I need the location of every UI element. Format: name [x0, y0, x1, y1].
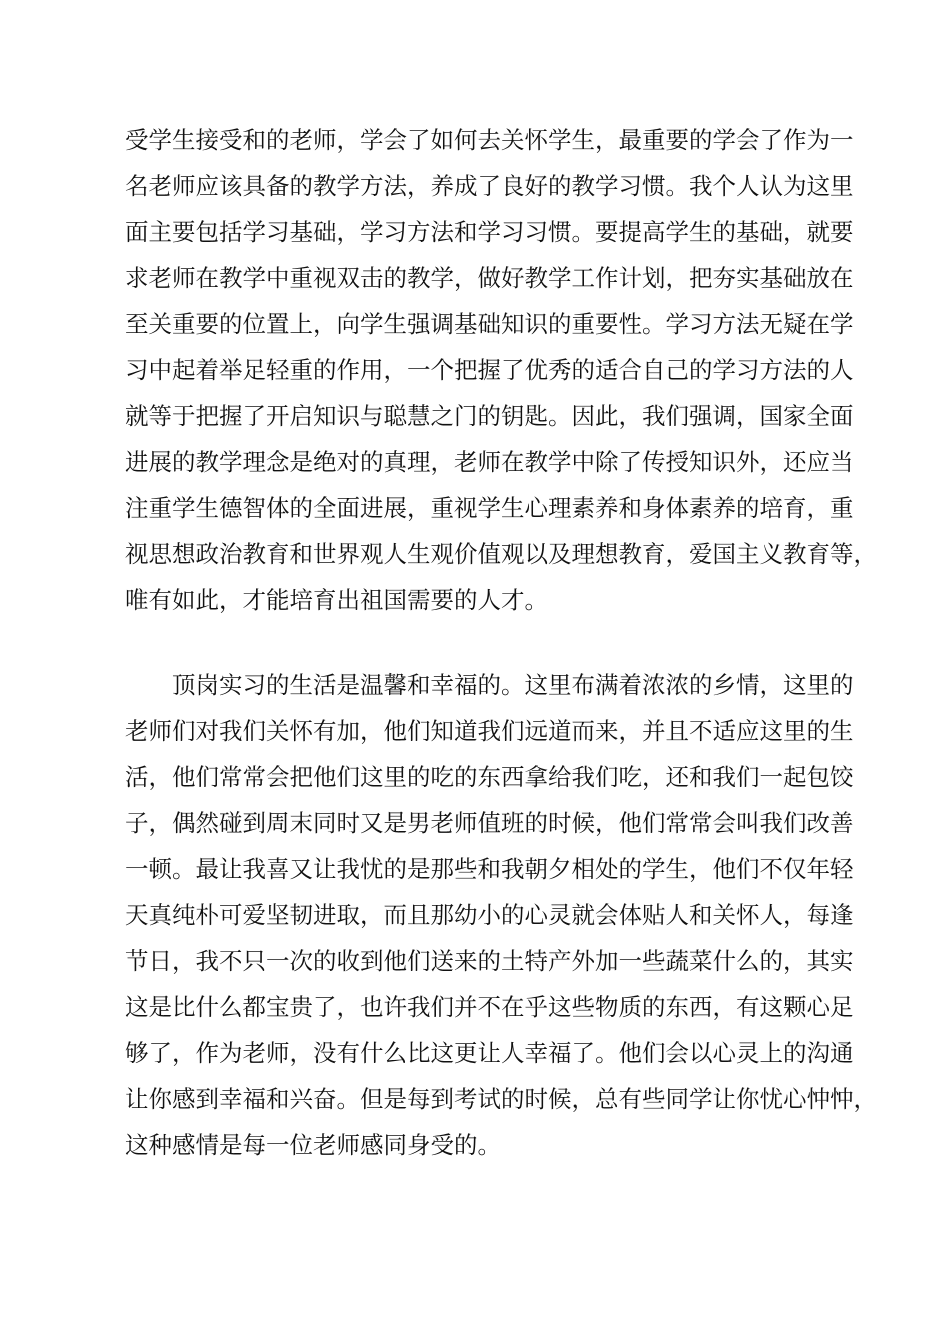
text-line: 进展的教学理念是绝对的真理，老师在教学中除了传授知识外，还应当	[125, 448, 854, 476]
paragraph-teaching-methods	[125, 122, 877, 628]
text-line: 这种感情是每一位老师感同身受的。	[125, 1131, 501, 1159]
paragraph-internship-life	[125, 667, 877, 1173]
text-line: 唯有如此，才能培育出祖国需要的人才。	[125, 586, 548, 614]
text-line: 名老师应该具备的教学方法，养成了良好的教学习惯。我个人认为这里	[125, 172, 854, 200]
text-line: 这是比什么都宝贵了，也许我们并不在乎这些物质的东西，有这颗心足	[125, 993, 854, 1021]
text-line: 一顿。最让我喜又让我忧的是那些和我朝夕相处的学生，他们不仅年轻	[125, 855, 854, 883]
text-line: 视思想政治教育和世界观人生观价值观以及理想教育，爱国主义教育等，	[125, 540, 877, 568]
text-line: 节日，我不只一次的收到他们送来的土特产外加一些蔬菜什么的，其实	[125, 947, 854, 975]
text-line: 就等于把握了开启知识与聪慧之门的钥匙。因此，我们强调，国家全面	[125, 402, 854, 430]
text-line: 注重学生德智体的全面进展，重视学生心理素养和身体素养的培育，重	[125, 494, 854, 522]
text-line: 活，他们常常会把他们这里的吃的东西拿给我们吃，还和我们一起包饺	[125, 763, 854, 791]
text-line: 受学生接受和的老师，学会了如何去关怀学生，最重要的学会了作为一	[125, 126, 854, 154]
text-line: 老师们对我们关怀有加，他们知道我们远道而来，并且不适应这里的生	[125, 717, 854, 745]
text-line: 习中起着举足轻重的作用，一个把握了优秀的适合自己的学习方法的人	[125, 356, 854, 384]
text-line: 让你感到幸福和兴奋。但是每到考试的时候，总有些同学让你忧心忡忡，	[125, 1085, 877, 1113]
text-line: 面主要包括学习基础，学习方法和学习习惯。要提高学生的基础，就要	[125, 218, 854, 246]
text-line: 求老师在教学中重视双击的教学，做好教学工作计划，把夯实基础放在	[125, 264, 854, 292]
text-line: 至关重要的位置上，向学生强调基础知识的重要性。学习方法无疑在学	[125, 310, 854, 338]
text-line: 子，偶然碰到周末同时又是男老师值班的时候，他们常常会叫我们改善	[125, 809, 854, 837]
text-line: 顶岗实习的生活是温馨和幸福的。这里布满着浓浓的乡情，这里的	[172, 671, 854, 699]
text-line: 天真纯朴可爱坚韧进取，而且那幼小的心灵就会体贴人和关怀人，每逢	[125, 901, 854, 929]
text-line: 够了，作为老师，没有什么比这更让人幸福了。他们会以心灵上的沟通	[125, 1039, 854, 1067]
